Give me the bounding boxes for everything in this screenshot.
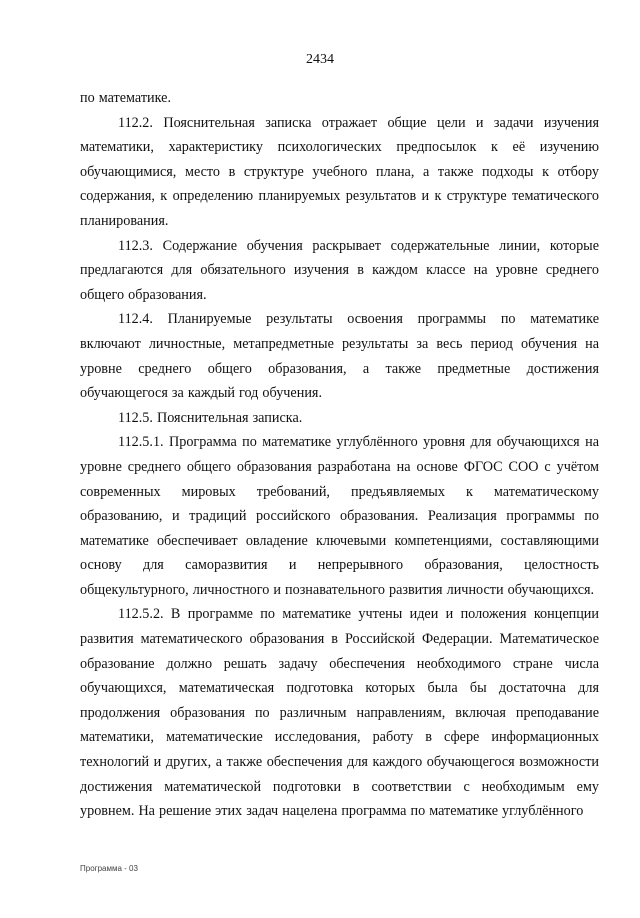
- paragraph-112-3: 112.3. Содержание обучения раскрывает содержательные линии, которые предлагаются для обязательного изучения в каждом классе на уровне среднего общего образования.: [80, 237, 599, 303]
- body-text: [80, 86, 599, 824]
- paragraph-112-5: 112.5. Пояснительная записка.: [118, 409, 303, 426]
- page-number: 2434: [306, 52, 334, 67]
- paragraph-continuation: по математике.: [80, 90, 172, 106]
- paragraph-112-5-1: 112.5.1. Программа по математике углублённого уровня для обучающихся на уровне среднего общего образования разработана на основе ФГОС СОО с учётом современных мировых требований, предъявляемых к математическому образованию, и традиций российского образования. Реализация программы по математике обеспечивает овладение ключевыми компетенциями, составляющими основу для саморазвития и непрерывного образования, целостность общекультурного, личностного и познавательного развития личности обучающихся.: [80, 434, 599, 598]
- paragraph-112-4: 112.4. Планируемые результаты освоения программы по математике включают личностные, метапредметные результаты за весь период обучения на уровне среднего общего образования, а также предметные достижения обучающегося за каждый год обучения.: [80, 311, 599, 402]
- paragraph-112-2: 112.2. Пояснительная записка отражает общие цели и задачи изучения математики, характеристику психологических предпосылок к её изучению обучающимися, место в структуре учебного плана, а также подходы к отбору содержания, к определению планируемых результатов и к структуре тематического планирования.: [80, 114, 599, 229]
- paragraph-112-5-2: 112.5.2. В программе по математике учтены идеи и положения концепции развития математического образования в Российской Федерации. Математическое образование должно решать задачу обеспечения необходимого стране числа обучающихся, математическая подготовка которых была бы достаточна для продолжения образования по различным направлениям, включая преподавание математики, математические исследования, работу в сфере информационных технологий и других, а также обеспечения для каждого обучающегося возможности достижения математической подготовки в соответствии с необходимым ему уровнем. На решение этих задач нацелена программа по математике углублённого: [80, 606, 599, 820]
- footer-label: Программа - 03: [80, 864, 138, 873]
